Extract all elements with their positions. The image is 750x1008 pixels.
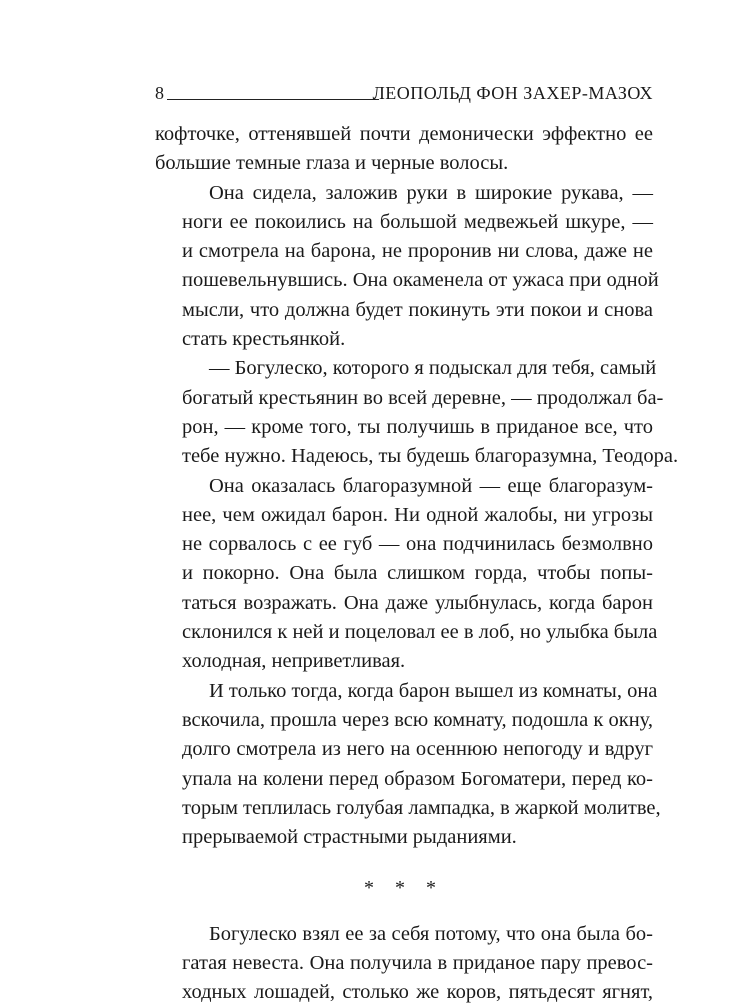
text-line: таться возражать. Она даже улыбнулась, когда барон: [182, 591, 653, 614]
text-section-after-break: [155, 920, 653, 1008]
header-rule: [167, 99, 379, 100]
paragraph: [155, 677, 661, 853]
text-line: стать крестьянкой.: [182, 328, 346, 351]
text-line: склонился к ней и поцеловал ее в лоб, но улыбка была: [182, 621, 658, 644]
running-head-author: ЛЕОПОЛЬД ФОН ЗАХЕР-МАЗОХ: [372, 83, 653, 103]
text-line: Она оказалась благоразумной — еще благоразум-: [209, 474, 653, 497]
running-header: [155, 82, 653, 106]
text-line: пошевельнувшись. Она окаменела от ужаса при одной: [182, 269, 659, 292]
text-line: кофточке, оттенявшей почти демонически эффектно ее: [155, 123, 653, 145]
book-page: [155, 82, 679, 1008]
text-line: мысли, что должна будет покинуть эти покои и снова: [182, 298, 653, 321]
text-line: рон, — кроме того, ты получишь в приданое все, что: [182, 415, 653, 438]
text-line: И только тогда, когда барон вышел из комнаты, она: [209, 679, 658, 702]
section-break: * * *: [364, 877, 444, 900]
paragraph: [155, 472, 658, 677]
text-line: тебе нужно. Надеюсь, ты будешь благоразумна, Теодора.: [182, 445, 679, 468]
text-line: не сорвалось с ее губ — она подчинилась безмолвно: [182, 533, 653, 556]
text-line: ходных лошадей, столько же коров, пятьдесят ягнят,: [182, 981, 653, 1004]
text-line: долго смотрела из него на осеннюю непогоду и вдруг: [182, 738, 653, 761]
text-line: холодная, неприветливая.: [182, 650, 406, 673]
text-section-before-break: [155, 120, 679, 852]
text-line: нее, чем ожидал барон. Ни одной жалобы, ни угрозы: [182, 503, 653, 526]
text-line: Она сидела, заложив руки в широкие рукава, —: [209, 181, 653, 204]
text-line: гатая невеста. Она получила в приданое пару превос-: [182, 952, 653, 975]
text-line: богатый крестьянин во всей деревне, — продолжал ба-: [182, 386, 664, 409]
body-text: [155, 120, 679, 1008]
text-line: ноги ее покоились на большой медвежьей шкуре, —: [182, 210, 653, 233]
paragraph: [155, 179, 659, 355]
paragraph: [155, 120, 653, 179]
text-line: вскочила, прошла через всю комнату, подошла к окну,: [182, 708, 653, 731]
paragraph: [155, 354, 679, 471]
text-line: и смотрела на барона, не проронив ни слова, даже не: [182, 240, 653, 263]
text-line: и покорно. Она была слишком горда, чтобы попы-: [182, 562, 653, 585]
text-line: прерываемой страстными рыданиями.: [182, 826, 517, 849]
text-line: — Богулеско, которого я подыскал для тебя, самый: [209, 357, 657, 380]
text-line: Богулеско взял ее за себя потому, что она была бо-: [209, 922, 653, 945]
paragraph: [155, 920, 653, 1008]
page-number: 8: [155, 83, 165, 103]
text-line: упала на колени перед образом Богоматери, перед ко-: [182, 767, 653, 790]
text-line: большие темные глаза и черные волосы.: [155, 152, 509, 175]
text-line: торым теплилась голубая лампадка, в жаркой молитве,: [182, 796, 661, 819]
